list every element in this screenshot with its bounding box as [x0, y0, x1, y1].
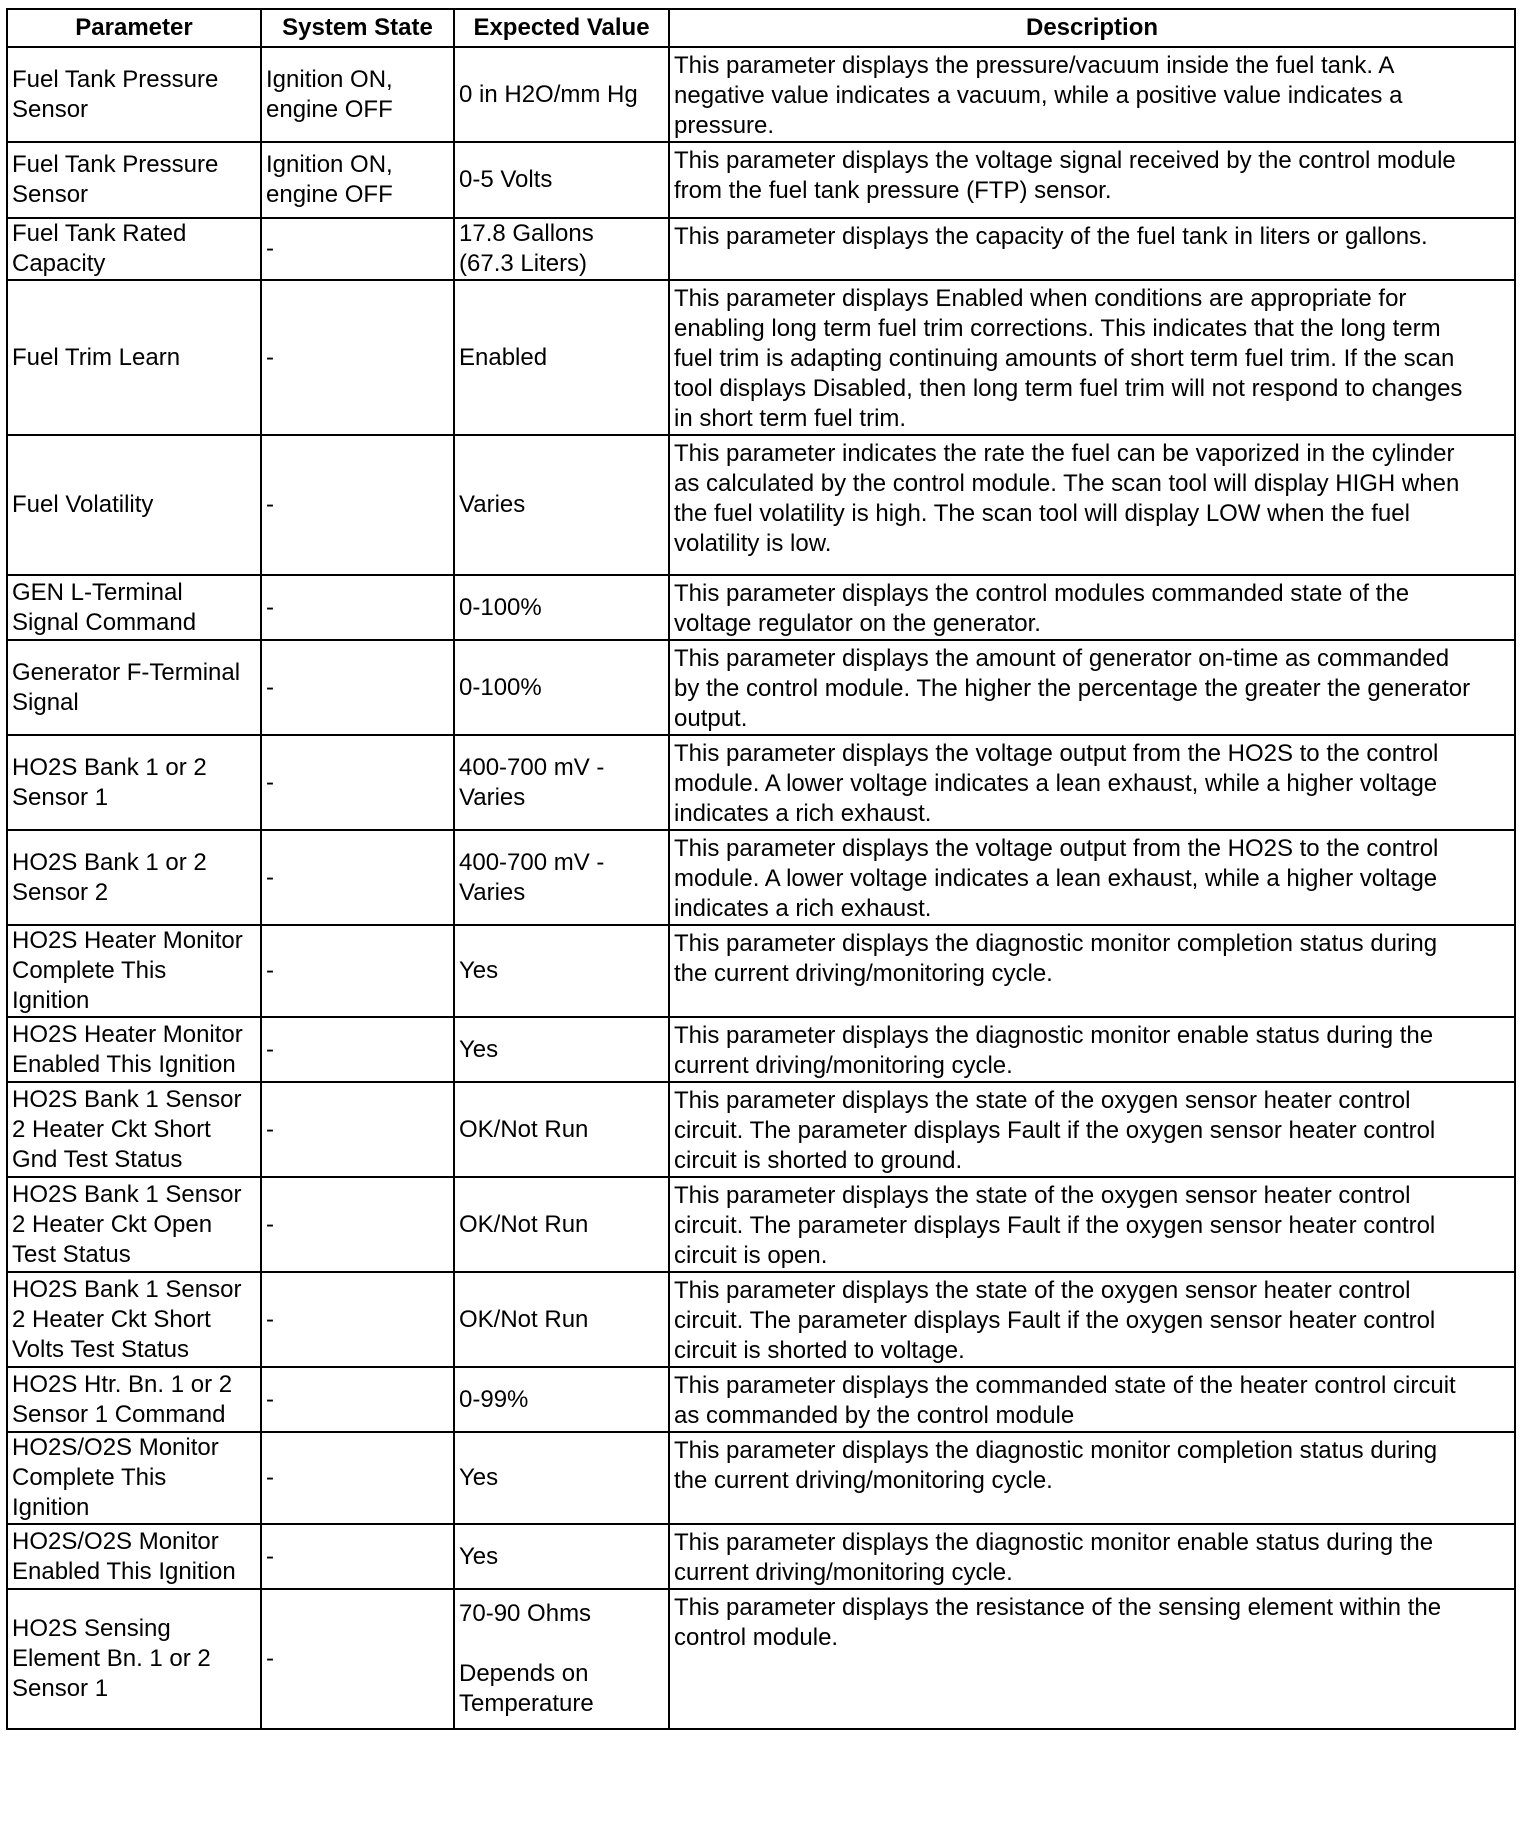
- cell-description: This parameter indicates the rate the fuel can be vaporized in the cylinder as calculated by the control module. The scan tool will display HIGH when the fuel volatility is high. The scan tool will display LOW when the fuel volatility is low.: [669, 435, 1515, 575]
- table-row: [7, 1272, 1515, 1367]
- cell-description: This parameter displays the voltage signal received by the control module from the fuel tank pressure (FTP) sensor.: [669, 142, 1515, 218]
- cell-expected-value: 0-99%: [454, 1367, 669, 1432]
- table-row: [7, 1177, 1515, 1272]
- cell-system-state: Ignition ON, engine OFF: [261, 142, 454, 218]
- cell-expected-value: Varies: [454, 435, 669, 575]
- table-row: [7, 1432, 1515, 1524]
- table-row: [7, 435, 1515, 575]
- cell-parameter: HO2S Bank 1 or 2 Sensor 2: [7, 830, 261, 925]
- table-row: [7, 1367, 1515, 1432]
- cell-parameter: HO2S/O2S Monitor Complete This Ignition: [7, 1432, 261, 1524]
- cell-description: This parameter displays Enabled when conditions are appropriate for enabling long term fuel trim corrections. This indicates that the long term fuel trim is adapting continuing amounts of short term fuel trim. If the scan tool displays Disabled, then long term fuel trim will not respond to changes in short term fuel trim.: [669, 280, 1515, 435]
- cell-parameter: Fuel Trim Learn: [7, 280, 261, 435]
- cell-expected-value: 400-700 mV - Varies: [454, 830, 669, 925]
- cell-description: This parameter displays the state of the oxygen sensor heater control circuit. The parameter displays Fault if the oxygen sensor heater control circuit is shorted to voltage.: [669, 1272, 1515, 1367]
- cell-parameter: Fuel Tank Pressure Sensor: [7, 142, 261, 218]
- cell-description: This parameter displays the control modules commanded state of the voltage regulator on the generator.: [669, 575, 1515, 640]
- parameter-table: [6, 8, 1516, 1730]
- table-row: [7, 575, 1515, 640]
- cell-description: This parameter displays the capacity of the fuel tank in liters or gallons.: [669, 218, 1515, 280]
- cell-parameter: HO2S/O2S Monitor Enabled This Ignition: [7, 1524, 261, 1589]
- cell-system-state: -: [261, 1017, 454, 1082]
- cell-system-state: -: [261, 1082, 454, 1177]
- cell-parameter: HO2S Bank 1 Sensor 2 Heater Ckt Short Volts Test Status: [7, 1272, 261, 1367]
- cell-system-state: -: [261, 575, 454, 640]
- header-parameter: Parameter: [7, 9, 261, 47]
- cell-parameter: Fuel Volatility: [7, 435, 261, 575]
- cell-parameter: Generator F-Terminal Signal: [7, 640, 261, 735]
- table-row: [7, 1524, 1515, 1589]
- cell-parameter: HO2S Bank 1 Sensor 2 Heater Ckt Open Test Status: [7, 1177, 261, 1272]
- cell-system-state: -: [261, 1272, 454, 1367]
- table-row: [7, 218, 1515, 280]
- cell-system-state: -: [261, 1177, 454, 1272]
- cell-parameter: HO2S Heater Monitor Complete This Ignition: [7, 925, 261, 1017]
- cell-system-state: -: [261, 218, 454, 280]
- cell-system-state: -: [261, 925, 454, 1017]
- cell-parameter: HO2S Htr. Bn. 1 or 2 Sensor 1 Command: [7, 1367, 261, 1432]
- table-row: [7, 47, 1515, 142]
- cell-expected-value: Yes: [454, 1017, 669, 1082]
- cell-expected-value: Yes: [454, 1432, 669, 1524]
- cell-expected-value: 70-90 Ohms Depends on Temperature: [454, 1589, 669, 1729]
- cell-parameter: HO2S Sensing Element Bn. 1 or 2 Sensor 1: [7, 1589, 261, 1729]
- cell-expected-value: 0-100%: [454, 640, 669, 735]
- table-row: [7, 1082, 1515, 1177]
- cell-system-state: -: [261, 1367, 454, 1432]
- cell-expected-value: 0-5 Volts: [454, 142, 669, 218]
- header-expected-value: Expected Value: [454, 9, 669, 47]
- cell-expected-value: 17.8 Gallons (67.3 Liters): [454, 218, 669, 280]
- cell-expected-value: 400-700 mV - Varies: [454, 735, 669, 830]
- cell-description: This parameter displays the voltage output from the HO2S to the control module. A lower voltage indicates a lean exhaust, while a higher voltage indicates a rich exhaust.: [669, 830, 1515, 925]
- cell-system-state: Ignition ON, engine OFF: [261, 47, 454, 142]
- cell-description: This parameter displays the state of the oxygen sensor heater control circuit. The parameter displays Fault if the oxygen sensor heater control circuit is open.: [669, 1177, 1515, 1272]
- cell-parameter: GEN L-Terminal Signal Command: [7, 575, 261, 640]
- cell-description: This parameter displays the amount of generator on-time as commanded by the control module. The higher the percentage the greater the generator output.: [669, 640, 1515, 735]
- table-row: [7, 640, 1515, 735]
- cell-parameter: HO2S Heater Monitor Enabled This Ignition: [7, 1017, 261, 1082]
- cell-system-state: -: [261, 1524, 454, 1589]
- cell-parameter: HO2S Bank 1 or 2 Sensor 1: [7, 735, 261, 830]
- cell-expected-value: OK/Not Run: [454, 1082, 669, 1177]
- cell-description: This parameter displays the commanded state of the heater control circuit as commanded by the control module: [669, 1367, 1515, 1432]
- cell-system-state: -: [261, 1432, 454, 1524]
- cell-expected-value: Yes: [454, 1524, 669, 1589]
- table-row: [7, 925, 1515, 1017]
- cell-expected-value: OK/Not Run: [454, 1272, 669, 1367]
- table-header-row: [7, 9, 1515, 47]
- cell-description: This parameter displays the pressure/vacuum inside the fuel tank. A negative value indicates a vacuum, while a positive value indicates a pressure.: [669, 47, 1515, 142]
- cell-system-state: -: [261, 280, 454, 435]
- table-row: [7, 1589, 1515, 1729]
- cell-description: This parameter displays the diagnostic monitor completion status during the current driving/monitoring cycle.: [669, 1432, 1515, 1524]
- cell-description: This parameter displays the state of the oxygen sensor heater control circuit. The parameter displays Fault if the oxygen sensor heater control circuit is shorted to ground.: [669, 1082, 1515, 1177]
- cell-system-state: -: [261, 830, 454, 925]
- cell-description: This parameter displays the diagnostic monitor completion status during the current driving/monitoring cycle.: [669, 925, 1515, 1017]
- table-row: [7, 1017, 1515, 1082]
- cell-parameter: Fuel Tank Rated Capacity: [7, 218, 261, 280]
- cell-expected-value: Enabled: [454, 280, 669, 435]
- cell-description: This parameter displays the diagnostic monitor enable status during the current driving/monitoring cycle.: [669, 1017, 1515, 1082]
- cell-parameter: Fuel Tank Pressure Sensor: [7, 47, 261, 142]
- header-description: Description: [669, 9, 1515, 47]
- table-row: [7, 735, 1515, 830]
- cell-system-state: -: [261, 1589, 454, 1729]
- cell-system-state: -: [261, 735, 454, 830]
- cell-expected-value: 0-100%: [454, 575, 669, 640]
- header-system-state: System State: [261, 9, 454, 47]
- cell-system-state: -: [261, 640, 454, 735]
- cell-expected-value: Yes: [454, 925, 669, 1017]
- table-row: [7, 280, 1515, 435]
- cell-expected-value: OK/Not Run: [454, 1177, 669, 1272]
- cell-parameter: HO2S Bank 1 Sensor 2 Heater Ckt Short Gnd Test Status: [7, 1082, 261, 1177]
- cell-system-state: -: [261, 435, 454, 575]
- cell-description: This parameter displays the voltage output from the HO2S to the control module. A lower voltage indicates a lean exhaust, while a higher voltage indicates a rich exhaust.: [669, 735, 1515, 830]
- table-row: [7, 142, 1515, 218]
- cell-description: This parameter displays the diagnostic monitor enable status during the current driving/monitoring cycle.: [669, 1524, 1515, 1589]
- cell-expected-value: 0 in H2O/mm Hg: [454, 47, 669, 142]
- cell-description: This parameter displays the resistance of the sensing element within the control module.: [669, 1589, 1515, 1729]
- table-row: [7, 830, 1515, 925]
